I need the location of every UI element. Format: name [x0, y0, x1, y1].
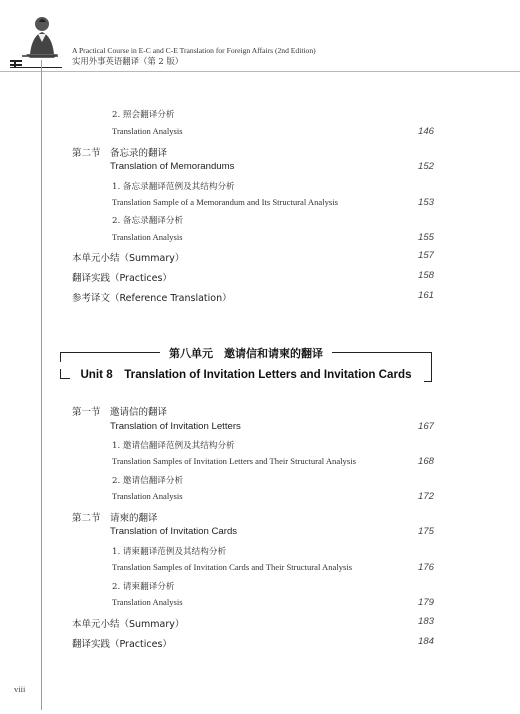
entry-cn: 1. 请柬翻译范例及其结构分析 — [112, 547, 227, 557]
entry-en: Translation Samples of Invitation Letters and Their Structural Analysis — [112, 456, 356, 466]
entry-page: 179 — [417, 597, 434, 608]
toc-entry[interactable] — [0, 214, 520, 232]
entry-page: 161 — [417, 290, 434, 301]
toc-entry[interactable] — [0, 126, 520, 144]
entry-en: Translation Analysis — [112, 491, 183, 501]
entry-en: Translation of Invitation Cards — [110, 526, 238, 537]
entry-en: Translation Analysis — [112, 597, 183, 607]
entry-page: 155 — [417, 232, 434, 243]
entry-cn: 2. 请柬翻译分析 — [112, 582, 175, 592]
book-title-cn: 实用外事英语翻译（第 2 版） — [72, 56, 184, 66]
entry-page: 158 — [417, 270, 434, 281]
entry-cn: 1. 备忘录翻译范例及其结构分析 — [112, 182, 235, 192]
entry-en: Translation of Invitation Letters — [110, 421, 241, 432]
entry-label: 翻译实践（Practices） — [72, 273, 172, 284]
page-header — [0, 0, 520, 72]
entry-label: 参考译文（Reference Translation） — [72, 293, 232, 304]
toc-entry[interactable] — [0, 439, 520, 457]
header-divider — [0, 71, 520, 72]
entry-en: Translation Sample of a Memorandum and Its Structural Analysis — [112, 197, 338, 207]
page-number: viii — [14, 684, 26, 694]
toc-entry[interactable] — [0, 421, 520, 439]
entry-cn: 2. 备忘录翻译分析 — [112, 216, 184, 226]
entry-cn: 第二节 备忘录的翻译 — [72, 148, 168, 159]
toc-entry[interactable] — [0, 404, 520, 422]
toc-entry[interactable] — [0, 108, 520, 126]
entry-page: 183 — [417, 616, 434, 627]
toc-entry[interactable] — [0, 161, 520, 179]
toc-entry[interactable] — [0, 597, 520, 615]
toc-entry[interactable] — [0, 562, 520, 580]
entry-page: 168 — [417, 456, 434, 467]
toc-entry[interactable] — [0, 180, 520, 198]
entry-label: 翻译实践（Practices） — [72, 639, 172, 650]
entry-en: Translation Samples of Invitation Cards and Their Structural Analysis — [112, 562, 353, 572]
entry-en: Translation of Memorandums — [110, 161, 235, 172]
toc-entry[interactable] — [0, 491, 520, 509]
entry-page: 157 — [417, 250, 434, 261]
unit-heading[interactable] — [60, 347, 432, 381]
entry-cn: 2. 邀请信翻译分析 — [112, 476, 184, 486]
entry-page: 172 — [417, 491, 434, 502]
toc-entry[interactable] — [0, 474, 520, 492]
entry-page: 175 — [417, 526, 434, 537]
toc-entry-practices[interactable] — [0, 270, 520, 288]
entry-cn: 1. 邀请信翻译范例及其结构分析 — [112, 441, 235, 451]
book-title-en: A Practical Course in E-C and C-E Translation for Foreign Affairs (2nd Edition) — [72, 46, 316, 55]
toc-entry[interactable] — [0, 456, 520, 474]
toc-entry[interactable] — [0, 545, 520, 563]
toc-entry[interactable] — [0, 197, 520, 215]
toc-entry-summary[interactable] — [0, 616, 520, 634]
toc-entry[interactable] — [0, 232, 520, 250]
toc-entry-summary[interactable] — [0, 250, 520, 268]
entry-page: 184 — [417, 636, 434, 647]
entry-cn: 第二节 请柬的翻译 — [72, 513, 158, 524]
entry-page: 153 — [417, 197, 434, 208]
entry-label: 本单元小结（Summary） — [72, 253, 185, 264]
toc-entry-practices[interactable] — [0, 636, 520, 654]
toc-entry-reference[interactable] — [0, 290, 520, 308]
entry-en: Translation Analysis — [112, 126, 183, 136]
entry-page: 152 — [417, 161, 434, 172]
unit-title-en: Unit 8 Translation of Invitation Letters and Invitation Cards — [80, 368, 412, 381]
unit-title-cn: 第八单元 邀请信和请柬的翻译 — [169, 347, 323, 360]
translator-logo-icon — [8, 10, 64, 68]
entry-page: 146 — [417, 126, 434, 137]
entry-cn: 2. 照会翻译分析 — [112, 110, 175, 120]
toc-entry[interactable] — [0, 526, 520, 544]
entry-page: 167 — [417, 421, 434, 432]
book-title — [72, 45, 316, 67]
entry-en: Translation Analysis — [112, 232, 183, 242]
entry-page: 176 — [417, 562, 434, 573]
entry-label: 本单元小结（Summary） — [72, 619, 185, 630]
toc-entry[interactable] — [0, 580, 520, 598]
entry-cn: 第一节 邀请信的翻译 — [72, 407, 168, 418]
